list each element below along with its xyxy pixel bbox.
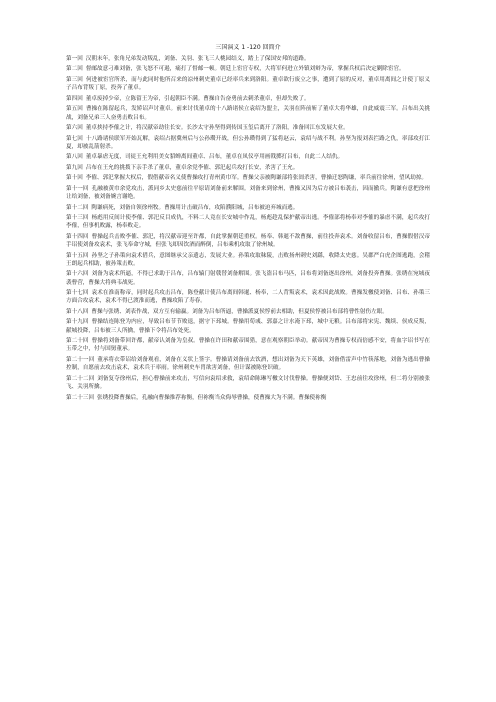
- chapter-number: 第十二回: [66, 204, 89, 211]
- chapter-number: 第五回: [66, 106, 83, 113]
- chapter-text: 汉朝末年，张角兄弟发动叛乱，刘备、关羽、张飞三人桃园结义，踏上了保国安邦的道路。: [85, 56, 310, 62]
- chapter-summary: [66, 174, 430, 182]
- chapter-number: 第八回: [66, 154, 83, 161]
- chapter-number: 第十九回: [66, 319, 89, 326]
- chapter-summary: [66, 375, 430, 392]
- document-page: [66, 44, 430, 694]
- chapter-number: 第十四回: [66, 233, 89, 240]
- chapter-number: 第七回: [66, 135, 83, 142]
- chapter-text: 刘备复夺徐州后，担心曹操前来攻击，写信向袁绍求救，袁绍命陈琳写檄文讨伐曹操。曹操便刘岱、王忠前往攻徐州，但二将分别被张飞、关羽所擒。: [66, 375, 430, 391]
- chapter-text: 杨彪用反间计使李傕、郭汜反目成仇，不料二人竟在长安城中作乱，杨彪趁乱保护献帝出逃。李傕部将杨奉对李傕的暴虐不满，起兵攻打李傕，但事机败露，杨奉败走。: [66, 215, 430, 230]
- chapter-number: 第九回: [66, 164, 83, 171]
- chapter-summary: [66, 55, 430, 63]
- chapter-summary: [66, 204, 430, 212]
- chapter-number: 第一回: [66, 56, 83, 62]
- chapter-summary: [66, 214, 430, 231]
- chapter-summary: [66, 270, 430, 287]
- chapter-number: 第三回: [66, 76, 83, 83]
- chapter-text: 何进被宦官所杀，而与此同时他所召来的凉州刺史董卓已经率兵来到洛阳。董卓欲行废立之事，遭到了原的反对，董卓用离间之计使丁原义子吕布背叛丁原，投奔了董卓。: [66, 76, 430, 92]
- chapter-text: 曹操起兵击败李傕、郭汜，将汉献帝迎至许都，自此掌握朝廷重权。杨奉、韩暹不敌曹操，前往投奔袁术。刘备收留吕布，曹操假借汉帝手诏使刘备攻袁术，张飞奉命守城，但张飞却因饮酒而醉倒，吕布乘机攻取了徐州城。: [66, 233, 430, 249]
- chapter-number: 第二十回: [66, 338, 89, 345]
- chapter-text: 孔融被黄巾余党攻击，派同乡太史慈前往平原请刘备前来解围。刘备来到徐州，曹操又因为后方被吕布袭击，因而撤兵。陶谦有意把徐州让给刘备，被刘备婉言谢绝。: [66, 185, 430, 201]
- chapter-summary: [66, 95, 430, 103]
- chapter-summary: [66, 135, 430, 152]
- chapter-summary: [66, 153, 430, 161]
- chapter-summary: [66, 394, 430, 402]
- chapter-text: 曹操与张绣、刘表作战，双方互有输赢。刘备为吕布所逼，曹操派夏侯惇前去相助，但夏侯惇被吕布部将曹性射伤左眼。: [91, 308, 388, 315]
- chapter-text: 吕布在王允的挑拨下亲手杀了董卓，董卓余党李傕、郭汜起兵攻打长安，杀害了王允。: [85, 164, 299, 171]
- chapter-summary: [66, 65, 430, 73]
- chapter-summary: [66, 289, 430, 306]
- chapter-number: 第十八回: [66, 308, 89, 315]
- chapter-text: 董卓废掉少帝，立陈留王为帝，引起朝臣不满。曹操自告奋勇前去刺杀董卓，但却失败了。: [85, 95, 310, 102]
- chapter-summary: [66, 308, 430, 316]
- chapter-number: 第二回: [66, 66, 83, 73]
- chapter-number: 第四回: [66, 95, 83, 102]
- chapter-text: 刘备为袁术所逼，不得已求助于吕布，吕布辕门射戟替刘备解围。张飞盗吕布马匹，吕布将刘备逐出徐州，刘备投奔曹操。张绣在宛城夜袭曹营，曹操大将典韦战死。: [66, 271, 430, 286]
- chapter-number: 第十六回: [66, 271, 89, 278]
- chapter-text: 曹操将刘备带回许都，献帝认刘备为皇叔。曹操在许田和献帝围猎，意在观察朝臣举动。献帝因为曹操专权而倍感不安，将血字诏书写在玉带之中，付与国舅董承。: [66, 338, 430, 353]
- chapter-number: 第十五回: [66, 252, 89, 259]
- chapter-text: 李傕、郭汜掌握大权后，假借献帝名义使曹操攻打青州黄巾军。曹操父亲被陶谦部将张闿杀害，曹操迁怒陶谦，率兵前往徐州，望风劫掠。: [85, 175, 428, 182]
- chapter-text: 袁术在淮南称帝，同时起兵攻击吕布，陈登献计使吕布离间韩暹、杨奉，二人背叛袁术，袁术因此战败。曹操发檄使刘备、吕布、孙策三方面合攻袁术，袁术不得已渡淮而逃，曹操攻陷了寿春。: [66, 290, 430, 305]
- chapter-text: 曹操结连陈登为内应，导致吕布节节败退，据守下邳城。曹操用荀彧、郭嘉之计水淹下邳，城中无粮。吕布部将宋宪、魏续、侯成反叛，献城投降，吕布被三人所擒，曹操下令将吕布处死。: [66, 319, 430, 334]
- chapter-summary: [66, 356, 430, 373]
- chapter-summary: [66, 105, 430, 122]
- chapter-summary: [66, 318, 430, 335]
- chapter-text: 督邮故意刁难刘备，张飞怒不可遏，痛打了督邮一顿。朝廷上宦官专权，大将军何进立外镇刘辩为帝，掌握兵权后决定剿除宦官。: [85, 66, 405, 73]
- chapter-summary: [66, 185, 430, 202]
- chapter-text: 董承将衣带诏给刘备观看，刘备在义状上签字。曹操请刘备前去饮酒，想出刘备为天下英雄，刘备借雷声中竹筷落地，刘备为逃出曹操控制，自愿前去攻击袁术，袁术兵于率雨。徐州刺史车胄欲害刘备，但计谋被陈登识破。: [66, 356, 430, 372]
- chapter-text: 十八路诸侯联军开始瓦解，袁绍占据冀州后与公孙瓒开战，但公孙瓒得到了猛将赵云，袁绍与战不利。孙坚为报刘表拦路之仇，率部攻打江夏，却被乱箭射杀。: [66, 135, 430, 150]
- chapter-text: 曹操在陈留起兵，发矫诏声讨董卓。前来讨伐董卓的十八路诸侯立袁绍为盟主，关羽在阵前斩了董卓大将华雄，自此威震三军。吕布出关挑战，刘备兄弟三人奋勇击败吕布。: [66, 106, 430, 121]
- chapter-number: 第二十三回: [66, 394, 94, 401]
- chapter-number: 第十七回: [66, 290, 89, 297]
- chapter-text: 董卓挟持李傕之计，将汉献帝劫往长安。长沙太守孙坚得到传国玉玺后离开了洛阳，准备回江东发展大业。: [85, 125, 349, 132]
- chapter-number: 第六回: [66, 125, 83, 132]
- chapter-summary: [66, 164, 430, 172]
- chapter-number: 第十三回: [66, 215, 89, 221]
- chapter-number: 第二十一回: [66, 356, 95, 363]
- chapter-text: 张绣投降曹操后，孔融向曹操推荐祢衡，但祢衡当众侮辱曹操，使曹操大为不满。曹操使祢衡: [96, 394, 327, 401]
- chapter-list: [66, 55, 430, 402]
- document-title: 三国演义 1 -120 回简介: [215, 44, 281, 51]
- chapter-summary: [66, 233, 430, 250]
- chapter-summary: [66, 337, 430, 354]
- chapter-text: 陶谦病死，刘备自领徐州牧。曹操用计击破吕布，攻陷濮阳城，吕布被迫弃城而逃。: [91, 204, 299, 211]
- chapter-summary: [66, 124, 430, 132]
- chapter-number: 第二十二回: [66, 375, 95, 382]
- chapter-text: 孙坚之子孙策向袁术借兵，意图继承父亲遗志，发展大业。孙策攻取秣陵，击败扬州刺史刘繇，收降太史慈。吴郡严白虎企图逃跑，会稽王朗起兵相助，被孙策击败。: [66, 252, 430, 267]
- chapter-summary: [66, 252, 430, 269]
- chapter-summary: [66, 76, 430, 93]
- chapter-number: 第十回: [66, 175, 83, 182]
- chapter-number: 第十一回: [66, 185, 89, 192]
- chapter-text: 董卓暴虐无度，司徒王允利用美女貂蝉离间董卓、吕布，董卓在凤仪亭用画戟掷打吕布，自此二人结仇。: [85, 154, 344, 161]
